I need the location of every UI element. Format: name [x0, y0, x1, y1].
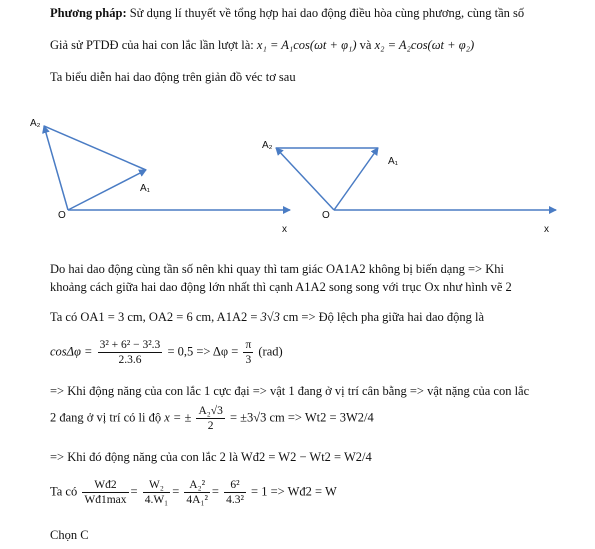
cos-formula: [50, 338, 283, 367]
left-vector-a1: [68, 170, 146, 210]
li-do-eq: x = ±: [164, 410, 192, 425]
cos-label: cosΔφ =: [50, 344, 93, 359]
phi-numerator: π: [245, 339, 252, 351]
ratio-result: = 1 => Wđ2 = W: [251, 484, 337, 499]
ratio-1-numerator: Wđ2: [82, 478, 128, 493]
ratio-2-denominator: 4.W₁: [144, 494, 169, 506]
given-root: 3√3: [260, 310, 280, 324]
right-label-x: x: [544, 224, 549, 235]
li-do-result: = ±3√3 cm => Wt2 = 3W2/4: [229, 410, 374, 425]
ratio-fraction-2: [143, 478, 171, 507]
ratio-3-numerator: A₂²: [184, 478, 210, 493]
right-label-a1: A₁: [388, 156, 399, 167]
para1-line1: Do hai dao động cùng tần số nên khi quay thì tam giác OA1A2 không bị biến dạng => Khi: [50, 262, 504, 276]
diagram-right: [262, 140, 556, 235]
left-label-a1: A₁: [140, 183, 151, 194]
left-side-a1a2: [44, 126, 146, 170]
left-label-a2: A₂: [30, 118, 41, 129]
left-label-o: O: [58, 210, 66, 221]
phi-fraction: [243, 338, 253, 367]
left-vector-a2: [44, 126, 68, 210]
ratio-line: Ta có $\frac{Wđ2}{Wđ1\max}$ = $\frac{\text{W₂}}{\text{4.W₁}}$ = $\frac{\text{A₂²}}{\text{4A₁²}}$ = $\frac{\text{6²}}{\text{4.3²}}$ = 1 => Wđ2 = W: [50, 479, 337, 506]
right-vector-a1: [334, 148, 378, 210]
ratio-1-denominator: Wđ1max: [84, 494, 127, 506]
diagram-left: [30, 118, 290, 235]
given-prefix: Ta có OA1 = 3 cm, OA2 = 6 cm, A1A2 =: [50, 310, 258, 324]
ratio-fraction-3: [184, 478, 210, 507]
para2-line2-prefix: 2 đang ở vị trí có li độ: [50, 410, 162, 425]
right-label-a2: A₂: [262, 140, 273, 151]
assume-text: Giả sử PTDĐ của hai con lắc lần lượt là:: [50, 38, 254, 52]
cos-denominator: 2.3.6: [118, 354, 142, 366]
ratio-fraction-4: [224, 478, 246, 507]
given-line: [50, 310, 484, 325]
li-do-numerator: A₂√3: [198, 405, 223, 417]
para2-line1: => Khi động năng của con lắc 1 cực đại => vật 1 đang ở vị trí cân bằng => vật nặng của con lắc: [50, 384, 530, 398]
para1-line2: khoảng cách giữa hai dao động lớn nhất thì cạnh A1A2 song song với trục Ox như hình vẽ 2: [50, 280, 512, 294]
phi-unit: (rad): [258, 344, 283, 359]
equation-x2: x₂ = A₂cos(ωt + φ₂): [374, 38, 475, 52]
method-text: Sử dụng lí thuyết về tổng hợp hai dao động điều hòa cùng phương, cùng tần số: [129, 6, 525, 20]
li-do-denominator: 2: [207, 420, 214, 432]
cos-fraction: [98, 338, 163, 367]
ratio-prefix: Ta có: [50, 484, 78, 499]
right-vector-a2: [276, 148, 334, 210]
cos-numerator: 3² + 6² − 3².3: [99, 339, 161, 351]
method-label: Phương pháp:: [50, 6, 127, 20]
ratio-4-numerator: 6²: [224, 478, 246, 493]
left-label-x: x: [282, 224, 287, 235]
ratio-4-denominator: 4.3²: [226, 494, 244, 506]
cos-result: = 0,5 => Δφ =: [167, 344, 239, 359]
represent-line: Ta biểu diễn hai dao động trên giản đồ véc tơ sau: [50, 70, 296, 84]
ratio-fraction-1: [82, 478, 128, 507]
para2-line2: [50, 404, 374, 433]
right-label-o: O: [322, 210, 330, 221]
given-suffix: cm => Độ lệch pha giữa hai dao động là: [283, 310, 485, 324]
ratio-3-denominator: 4A₁²: [186, 494, 208, 506]
phi-denominator: 3: [245, 354, 252, 366]
equation-x1: x₁ = A₁cos(ωt + φ₁): [256, 38, 357, 52]
li-do-fraction: [196, 404, 224, 433]
and-word: và: [359, 38, 372, 52]
answer: Chọn C: [50, 528, 89, 542]
ratio-2-numerator: W₂: [143, 478, 171, 493]
para3: => Khi đó động năng của con lắc 2 là Wđ2 = W2 − Wt2 = W2/4: [50, 450, 372, 464]
